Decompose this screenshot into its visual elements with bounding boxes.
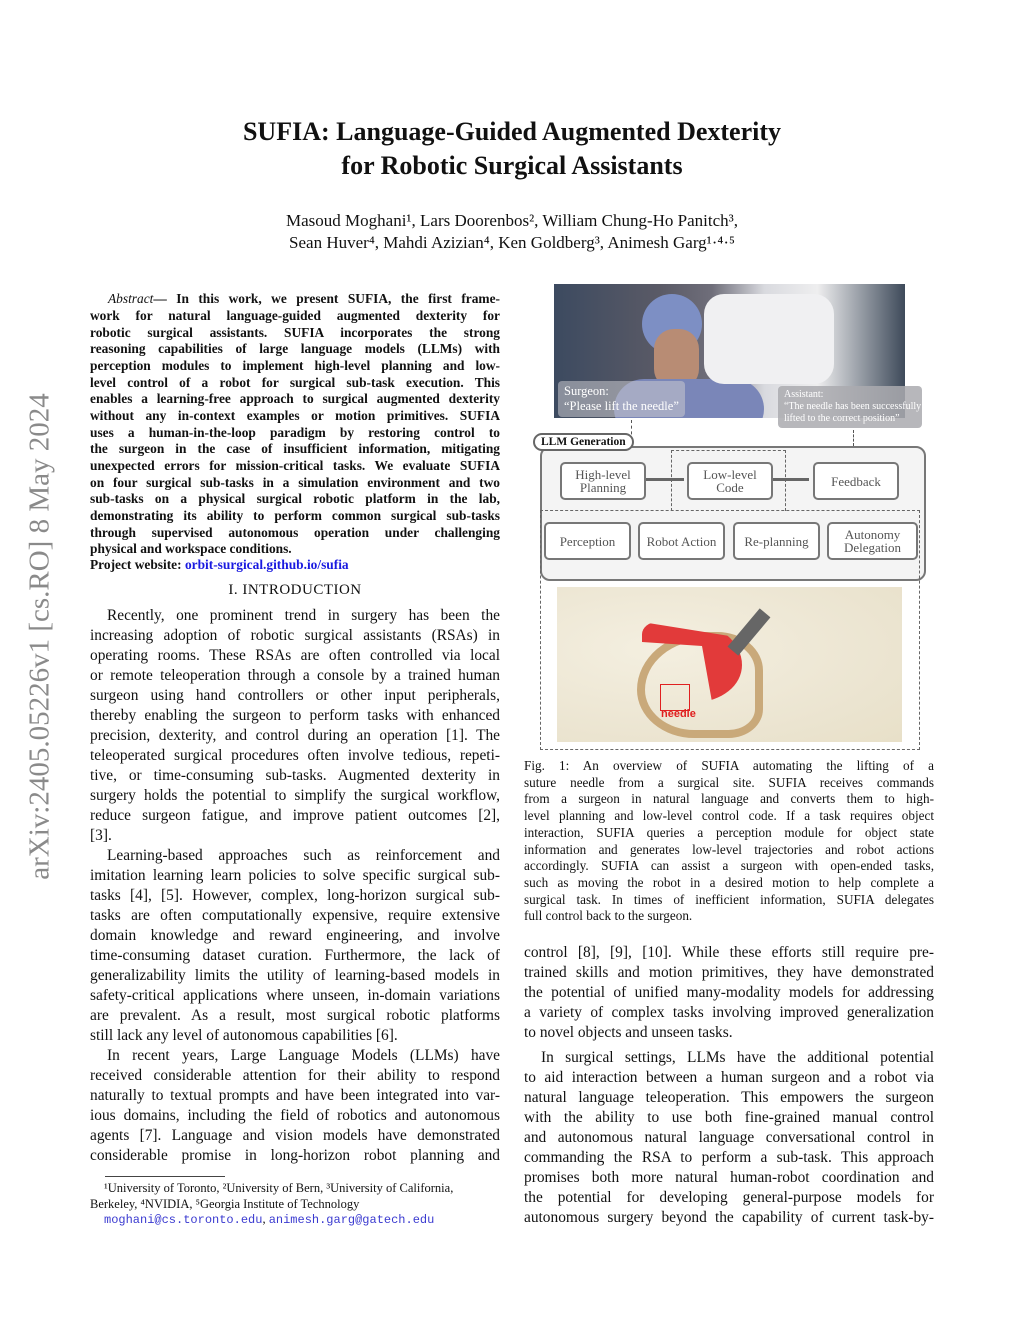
arxiv-identifier: arXiv:2405.05226v1 [cs.RO] 8 May 2024 (23, 393, 56, 880)
text-line: generalizability limits the utility of learning-based models in (90, 967, 500, 984)
robot-action-box: Robot Action (638, 522, 725, 560)
up-arrow (853, 430, 854, 446)
feedback-box: Feedback (813, 462, 899, 500)
paper-title-line-1: SUFIA: Language-Guided Augmented Dexterity (242, 117, 782, 146)
text-line: full control back to the surgeon. (524, 908, 693, 924)
perception-box: Perception (544, 522, 631, 560)
text-line: unexpected errors for mission-critical tasks. We evaluate SUFIA (90, 457, 500, 473)
text-line: tasks [4], [5]. However, complex, long-horizon surgical sub- (90, 887, 500, 904)
autonomy-delegation-box: Autonomy Delegation (827, 522, 918, 560)
surgical-simulation-image (557, 587, 902, 742)
right-paragraph-2 (524, 1048, 934, 1228)
surgeon-label: Surgeon: (564, 384, 609, 398)
text-line: increasing adoption of robotic surgical assistants (RSAs) in (90, 627, 500, 644)
text-line: the potential for developing general-purpose models for (524, 1189, 934, 1206)
text-line: to aid interaction between a human surgeon and a robot via (524, 1069, 934, 1086)
text-line: with the ability to use both fine-grained manual control (524, 1109, 934, 1126)
text-line: [3]. (90, 827, 112, 844)
abstract-first-line (108, 291, 500, 308)
text-line: from a surgeon in natural language and converts them to high- (524, 791, 934, 807)
text-line: teleoperated surgical procedures often involve tedious, repeti- (90, 747, 500, 764)
assistant-quote-line-2: lifted to the correct position” (784, 413, 900, 424)
robotic-microscope (704, 294, 834, 384)
text-line: work for natural language-guided augmented dexterity for (90, 308, 500, 323)
text-line: accordingly. SUFIA can assist a surgeon with open-ended tasks, (524, 858, 934, 874)
text-line: a variety of complex tasks involving improved generalization (524, 1004, 934, 1021)
text-line: level control of a robot for surgical sub-task execution. This (90, 374, 500, 390)
footnote-affiliations-1: ¹University of Toronto, ²University of Bern, ³University of California, (104, 1181, 454, 1195)
text-line: sub-tasks on a physical surgical robotic platform in the lab, (90, 491, 500, 507)
text-line: received considerable attention for their ability to respond (90, 1067, 500, 1084)
separator: , (262, 1212, 269, 1226)
text-line: safety-critical applications where unseen, in-domain variations (90, 987, 500, 1004)
text-line: promises both more natural human-robot coordination and (524, 1169, 934, 1186)
text-line: tasks are often computationally expensive, require extensive (90, 907, 500, 924)
figure-caption (524, 758, 934, 925)
project-website (90, 557, 349, 574)
website-link[interactable]: orbit-surgical.github.io/sufia (184, 557, 349, 572)
text-line: perception modules to implement high-level planning and low- (90, 357, 500, 373)
authors-line-2: Sean Huver⁴, Mahdi Azizian⁴, Ken Goldberg³, Animesh Garg¹·⁴·⁵ (289, 233, 735, 252)
text-line: on four surgical sub-tasks in a simulation environment and two (90, 474, 500, 490)
text-line: reasoning capabilities of large language models (LLMs) with (90, 341, 500, 357)
assistant-label: Assistant: (784, 389, 824, 400)
text-line: trained skills and motion primitives, they have demonstrated (524, 964, 934, 981)
intro-paragraph-1 (90, 606, 500, 846)
surgeon-quote: “Please lift the needle” (564, 399, 679, 413)
text-line: to novel objects and unseen tasks. (524, 1024, 733, 1041)
text-line: Recently, one prominent trend in surgery has been the (107, 607, 500, 624)
text-line: Fig. 1: An overview of SUFIA automating the lifting of a (524, 758, 934, 773)
text-line: commanding the RSA to perform a sub-task. This approach (524, 1149, 934, 1166)
text-line: surgery holds the potential to simplify the surgical workflow, (90, 787, 500, 804)
text-line: the surgeon in the case of insufficient information, mitigating (90, 441, 500, 457)
text-line: considerable promise in long-horizon robot planning and (90, 1147, 500, 1164)
website-label: Project website: (90, 557, 185, 572)
text-line: and autonomous natural language conversational control in (524, 1129, 934, 1146)
footnote (90, 1181, 502, 1229)
section-heading: I. INTRODUCTION (228, 582, 362, 598)
intro-paragraph-3 (90, 1046, 500, 1166)
text-line: operating rooms. These RSAs are often controlled via local (90, 647, 500, 664)
text-line: through supervised autonomous operation under challenging (90, 524, 500, 540)
right-arrow (773, 478, 809, 481)
text-line: natural language teleoperation. This empowers the surgeon (524, 1089, 934, 1106)
assistant-speech-bubble (778, 386, 922, 428)
text-line: naturally to textual prompts and have been integrated into var- (90, 1087, 500, 1104)
text-line: — In this work, we present SUFIA, the first frame- (153, 291, 500, 306)
text-line: Learning-based approaches such as reinforcement and (107, 847, 500, 864)
text-line: autonomous surgery beyond the capability of current task-by- (524, 1209, 934, 1226)
text-line: information and generates low-level trajectories and robot actions (524, 841, 934, 857)
text-line: without any in-context examples or motion primitives. SUFIA (90, 407, 500, 423)
authors-line-1: Masoud Moghani¹, Lars Doorenbos², William Chung-Ho Panitch³, (286, 211, 738, 230)
low-level-code-box: Low-level Code (687, 462, 773, 500)
footnote-rule (105, 1176, 225, 1177)
text-line: ious domains, including the field of robotics and autonomous (90, 1107, 500, 1124)
text-line: time-consuming dataset curation. Furthermore, the lack of (90, 947, 500, 964)
text-line: reduce surgeon fatigue, and improve patient outcomes [2], (90, 807, 500, 824)
text-line: In surgical settings, LLMs have the additional potential (541, 1049, 934, 1066)
surgeon-speech-bubble (558, 381, 685, 417)
text-line: uses a human-in-the-loop paradigm by restoring control to (90, 424, 500, 440)
text-line: still lack any level of autonomous capabilities [6]. (90, 1027, 398, 1044)
text-line: surgical task. In times of inefficient information, SUFIA delegates (524, 891, 934, 907)
needle-label: needle (661, 708, 696, 720)
high-level-planning-box: High-level Planning (560, 462, 646, 500)
re-planning-box: Re-planning (733, 522, 820, 560)
text-line: or remote teleoperation through a console by a trained human (90, 667, 500, 684)
assistant-quote-line-1: “The needle has been successfully (784, 401, 922, 412)
text-line: the potential of unified many-modality models for addressing (524, 984, 934, 1001)
text-line: demonstrating its ability to perform common surgical sub-tasks (90, 507, 500, 523)
email-link[interactable]: animesh.garg@gatech.edu (268, 1213, 435, 1227)
text-line: control [8], [9], [10]. While these efforts still require pre- (524, 944, 934, 961)
needle-bounding-box (660, 684, 690, 711)
text-line: such as moving the robot in a desired motion to help complete a (524, 874, 934, 890)
text-line: surgeon using hand controllers or other input peripherals, (90, 687, 500, 704)
text-line: agents [7]. Language and vision models have demonstrated (90, 1127, 500, 1144)
text-line: robotic surgical assistants. SUFIA incorporates the strong (90, 324, 500, 340)
text-line: physical and workspace conditions. (90, 541, 292, 557)
email-link[interactable]: moghani@cs.toronto.edu (104, 1213, 263, 1227)
text-line: suture needle from a surgical site. SUFIA receives commands (524, 774, 934, 790)
text-line: are prevalent. As a result, most surgical robotic platforms (90, 1007, 500, 1024)
text-line: interaction, SUFIA queries a perception module for object state (524, 824, 934, 840)
text-line: precision, dexterity, and control during an operation [1]. The (90, 727, 500, 744)
paper-title-line-2: for Robotic Surgical Assistants (341, 151, 683, 180)
llm-generation-label: LLM Generation (533, 433, 634, 451)
abstract (90, 308, 500, 558)
footnote-affiliations-2: Berkeley, ⁴NVIDIA, ⁵Georgia Institute of Technology (90, 1196, 360, 1211)
text-line: imitation learning learn policies to solve specific surgical sub- (90, 867, 500, 884)
bidirectional-arrow (646, 478, 684, 481)
text-line: In recent years, Large Language Models (LLMs) have (107, 1047, 500, 1064)
text-line: thereby enabling the surgeon to perform tasks with enhanced (90, 707, 500, 724)
right-paragraph-1 (524, 943, 934, 1043)
abstract-label: Abstract (108, 291, 154, 306)
intro-paragraph-2 (90, 846, 500, 1046)
text-line: level planning and low-level control code. If a task requires object (524, 808, 934, 824)
text-line: domain knowledge and reward engineering, and involve (90, 927, 500, 944)
text-line: tive, or time-consuming sub-tasks. Augmented dexterity in (90, 767, 500, 784)
text-line: enables a learning-free approach to surgical augmented dexterity (90, 391, 500, 407)
